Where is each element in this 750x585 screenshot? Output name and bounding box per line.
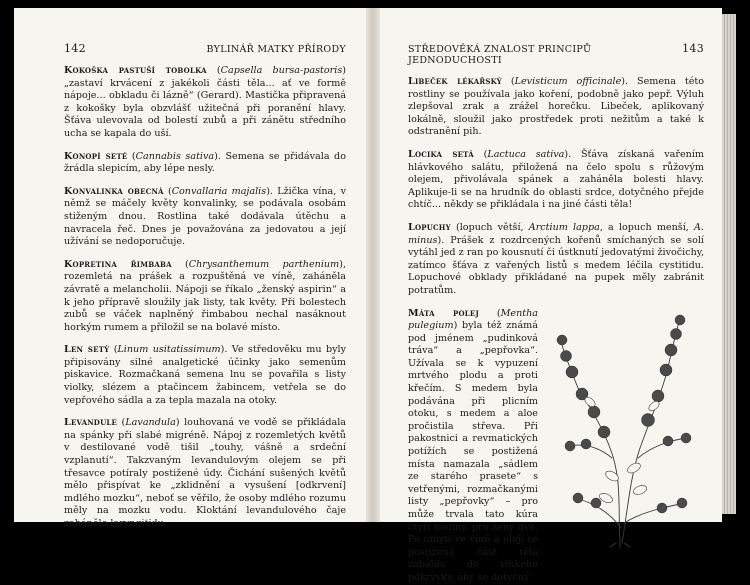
book-gutter <box>366 8 380 522</box>
latin-name: Levisticum officinale <box>514 76 622 87</box>
left-header-title: BYLINÁŘ MATKY PŘÍRODY <box>206 44 346 55</box>
entry-konopi: Konopí seté (Cannabis sativa). Semena se přidávala do žrádla slepicím, aby lépe nesly. <box>64 150 346 175</box>
entry-text: ). Šťáva získaná vařením hlávkového salátu, přiložená na čelo spolu s růžovým olejem, přivolávala spánek a zaháněla bolesti hlavy. Aplikuje-li se na hrudník do oblasti srdce, dotyčného přejde chtíč... někdy se přikládala i na jiné části těla! <box>408 148 704 211</box>
headword: Konopí seté <box>64 150 128 162</box>
latin-name: Cannabis sativa <box>135 150 215 162</box>
left-page-number: 142 <box>64 42 86 55</box>
latin-name: A. minus <box>408 221 704 246</box>
latin-name: Capsella bursa-pastoris <box>220 65 343 76</box>
entry-kopretina: Kopretina řimbaba (Chrysanthemum parthenium), rozemletá na prášek a rozpuštěná ve víně, zaháněla závratě a melancholii. Nápoji se říkalo „ženský aspirin“ a k jeho přípravě sloužily jak listy, tak květy. Při bolestech zubů se váček naplněný řimbabou nechal nasáknout horkým rumem a přiložil se na bolavé místo. <box>64 258 346 333</box>
pennyroyal-herb-illustration-icon <box>550 308 700 548</box>
entry-text: ). Lžička vína, v němž se máčely květy konvalinky, se podávala osobám stiženým dnou. Rostlina také dodávala útěchu a navracela řeč. Dnes je považována za jedovatou a její užívání se nedoporučuje. <box>64 185 346 248</box>
page-edges <box>722 14 736 514</box>
entry-libecek: Libeček lékařský (Levisticum officinale). Semena této rostliny se používala jako koření, podobně jako pepř. Výluh zlepšoval zrak a zrážel horečku. Libeček, aplikovaný lokálně, sloužil jako prostředek proti nežitům a také k odstranění pih. <box>408 76 705 138</box>
entry-text: ), rozemletá na prášek a rozpuštěná ve víně, zaháněla závratě a melancholii. Nápoji se říkalo „ženský aspirin“ a k jeho přípravě sloužily jak listy, tak květy. Při bolestech zubů se váček naplněný řimbabou nechal nasáknout horkým rumem a přiložil se na bolavé místo. <box>64 258 346 333</box>
book-spread <box>14 8 736 583</box>
latin-name: Lavandula <box>125 417 176 429</box>
latin-name: Linum usitatissimum <box>117 344 221 356</box>
entry-text: , a lopuch menší, <box>599 221 694 233</box>
entry-lopuchy <box>408 222 704 298</box>
left-page <box>14 8 366 529</box>
entry-len: Len setý (Linum usitatissimum). Ve středověku mu byly připisovány silné analgetické účinky jako semenům piskavice. Rozmačkaná semena lnu se povařila s listy violky, slézem a ptačincem žabincem, vetřela se do vepřového sádla a za tepla mazala na otoky. <box>64 344 346 406</box>
entry-kokoska: Kokoška pastuší tobolka (Capsella bursa-pastoris) „zastaví krvácení z jakékoli části těla... ať ve formě nápoje... obkladu či lázně“ (Gerard). Mastička připravená z kokošky byla obzvlášť užitečná při poranění hlavy. Šťáva ulevovala od bolestí zubů a při zánětu středního ucha se kapala do uší. <box>64 65 347 139</box>
entry-mata: Máta polej (Mentha pulegium) byla též známá pod jménem „pudinková tráva“ a „pepřovka“. Užívala se k vypuzení mrtvého plodu a proti křečím. S medem byla podávána při plicním otoku, s medem a aloe pročistila střeva. Při pakostnici a revmatických potížích se postižená místa namazala „sádlem ze starého prasete“ s vetřenými, rozmačkanými listy „pepřovky“ – pro může trvala tato kúra čtyři hodiny, pro ženy dvě. Po umytí ve víně a oleji se postižená část těla zabalila do vlhkého pokrývky, aby se dotyčný <box>408 307 538 583</box>
entry-text: ). Semena této rostliny se používala jako koření, podobně jako pepř. Výluh zlepšoval zrak a zrážel horečku. Libeček, aplikovaný lokálně, sloužil jako prostředek proti nežitům a také k odstranění pih. <box>408 76 705 138</box>
entry-locika: Locika setá (Lactuca sativa). Šťáva získaná vařením hlávkového salátu, přiložená na čelo spolu s růžovým olejem, přivolávala spánek a zaháněla bolesti hlavy. Aplikuje-li se na hrudník do oblasti srdce, dotyčného přejde chtíč... někdy se přikládala i na jiné části těla! <box>408 148 704 211</box>
entry-text: ). Semena se přidávala do žrádla slepicím, aby lépe nesly. <box>64 150 346 175</box>
entry-levandule: Levandule (Lavandula) louhovaná ve vodě se přikládala na spánky při slabé migréně. Nápoj z rozemletých květů v destilované vodě tišil „touhy, vášně a srdeční vzplanutí“. Takzvaným levandulovým olejem se při třesavce potíraly postižené údy. Čichání sušených květů mělo přispívat ke „zklidnění a vysušení [odkrvení] mdlého mozku“, neboť se věřilo, že osoby mdlého rozumu měly na mozku vodu. Kloktání levandulového čaje zahánělo laryngitidu. <box>64 417 346 529</box>
entry-text: ). Prášek z rozdrcených kořenů smíchaných se solí vytáhl jed z ran po kousnutí či ústknutí jedovatými živočichy, zatímco šťáva z vařených listů s medem léčila cystitidu. Lopuchové obklady přikládané na pupek měly zabránit potratům. <box>408 234 704 296</box>
right-page <box>380 8 722 583</box>
headword: Levandule <box>64 417 118 429</box>
headword: Konvalinka obecná <box>64 185 164 197</box>
right-header-title: STŘEDOVĚKÁ ZNALOST PRINCIPŮ JEDNODUCHOSTI <box>408 44 592 66</box>
headword: Len setý <box>64 344 110 356</box>
entry-text: ). Ve středověku mu byly připisovány silné analgetické účinky jako semenům piskavice. Rozmačkaná semena lnu se povařila s listy violky, slézem a ptačincem žabincem, vetřela se do vepřového sádla a za tepla mazala na otoky. <box>64 344 346 406</box>
headword: Lopuchy <box>408 221 451 233</box>
left-running-head <box>64 42 346 55</box>
latin-name: Arctium lappa <box>528 221 600 233</box>
headword: Libeček lékařský <box>408 76 502 87</box>
headword: Kopretina řimbaba <box>64 258 172 270</box>
entry-konvalinka: Konvalinka obecná (Convallaria majalis). Lžička vína, v němž se máčely květy konvalinky, se podávala osobám stiženým dnou. Rostlina také dodávala útěchu a navracela řeč. Dnes je považována za jedovatou a její užívání se nedoporučuje. <box>64 185 346 248</box>
latin-name: Convallaria majalis <box>171 185 267 197</box>
headword: Máta polej <box>408 307 479 319</box>
entry-mata-block <box>408 308 704 585</box>
entry-text: ) byla též známá pod jménem „pudinková tráva“ a „pepřovka“. Užívala se k vypuzení mrtvého plodu a proti křečím. S medem byla podávána při plicním otoku, s medem a aloe pročistila střeva. Při pakostnici a revmatických potížích se postižená místa namazala „sádlem ze starého prasete“ s vetřenými, rozmačkanými listy „pepřovky“ – pro může trvala tato kúra čtyři hodiny, pro ženy dvě. Po umytí ve víně a oleji se postižená část těla zabalila do vlhkého pokrývky, aby se dotyčný <box>408 320 538 583</box>
entry-text: (lopuch větší, <box>455 221 529 233</box>
entry-text: ) louhovaná ve vodě se přikládala na spánky při slabé migréně. Nápoj z rozemletých květů v destilované vodě tišil „touhy, vášně a srdeční vzplanutí“. Takzvaným levandulovým olejem se při třesavce potíraly postižené údy. Čichání sušených květů mělo přispívat ke „zklidnění a vysušení [odkrvení] mdlého mozku“, neboť se věřilo, že osoby mdlého rozumu měly na mozku vodu. Kloktání levandulového čaje zahánělo laryngitidu. <box>64 417 346 529</box>
headword: Locika setá <box>408 148 474 160</box>
latin-name: Lactuca sativa <box>487 148 565 160</box>
latin-name: Chrysanthemum parthenium <box>188 258 340 270</box>
right-page-number: 143 <box>682 42 704 55</box>
latin-name: Mentha pulegium <box>408 307 538 332</box>
entry-text: ) „zastaví krvácení z jakékoli části těla... ať ve formě nápoje... obkladu či lázně“ (Gerard). Mastička připravená z kokošky byla obzvlášť užitečná při poranění hlavy. Šťáva ulevovala od bolestí zubů a při zánětu středního ucha se kapala do uší. <box>64 65 347 139</box>
right-running-head <box>408 42 704 66</box>
headword: Kokoška pastuší tobolka <box>64 65 207 76</box>
